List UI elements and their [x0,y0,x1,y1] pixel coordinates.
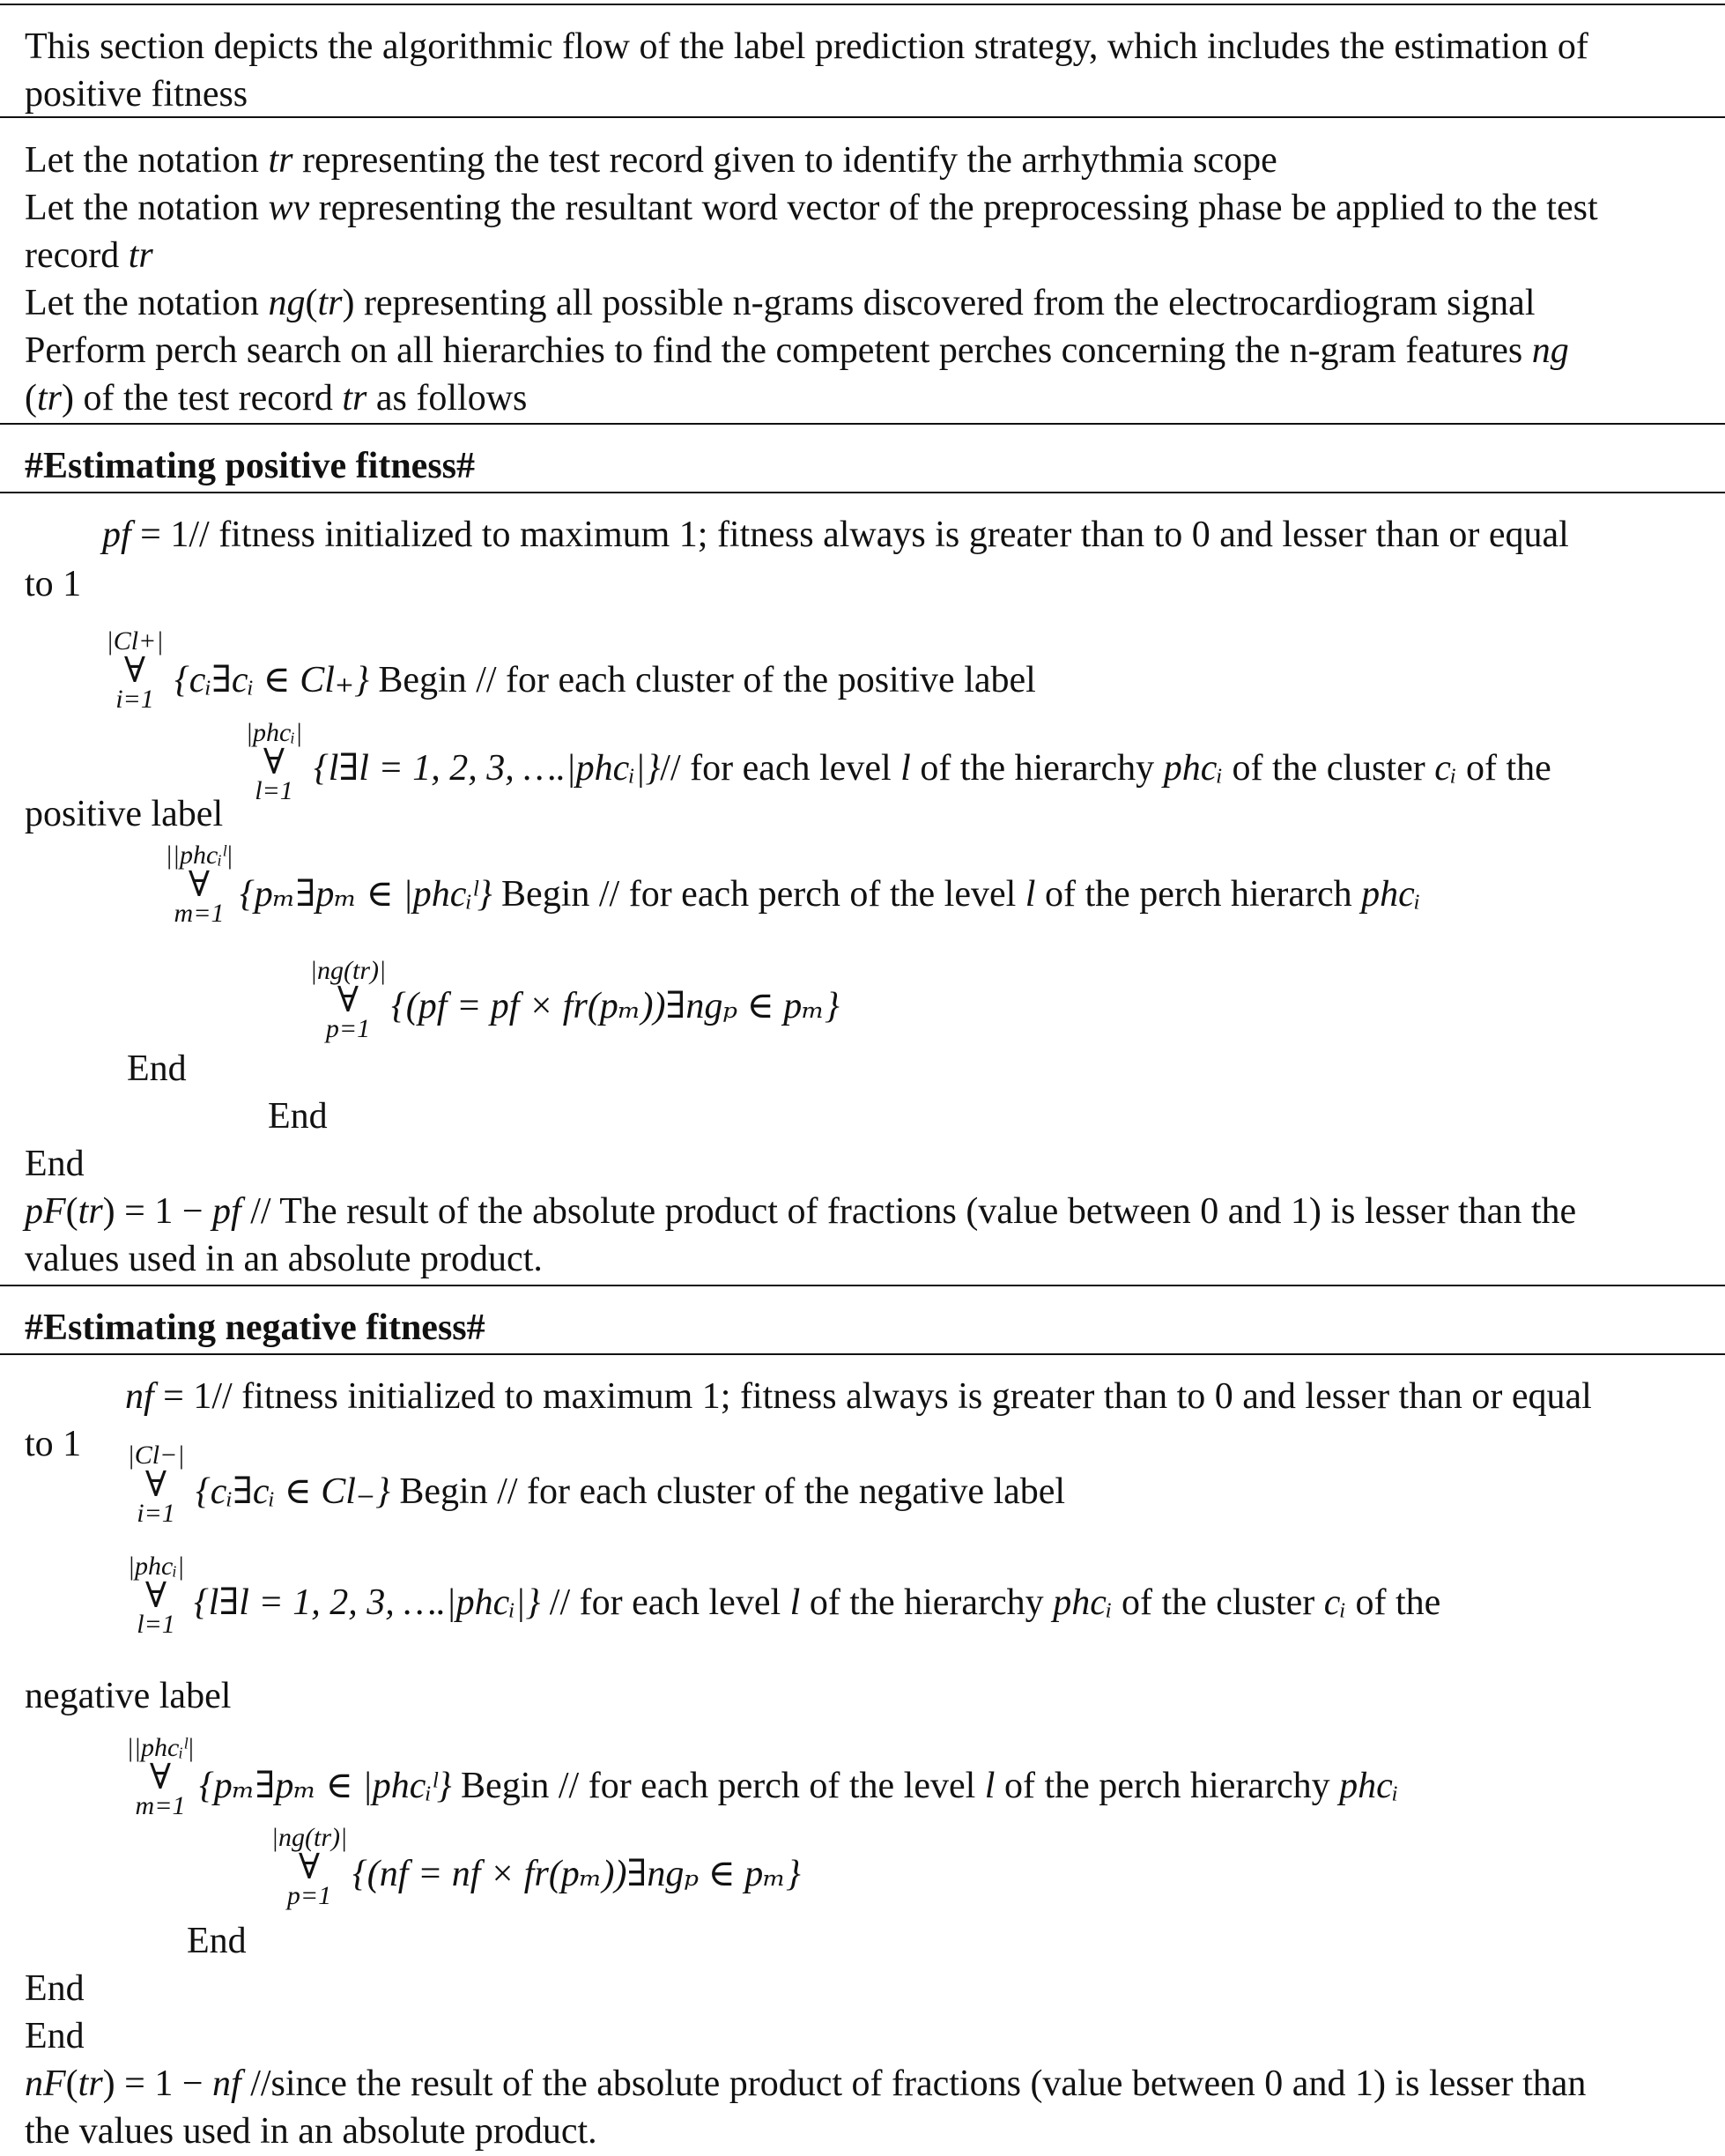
negative-q3-quantifier: ||phcᵢˡ| ∀ m=1 [126,1733,195,1820]
negative-q1-line: {cᵢ∃cᵢ ∈ Cl₋} Begin // for each cluster of the negative label [196,1471,1066,1512]
positive-end-1: End [127,1048,187,1089]
negative-q2-quantifier: |phcᵢ| ∀ l=1 [127,1552,185,1639]
positive-q1-line: {cᵢ∃cᵢ ∈ Cl₊} Begin // for each cluster of the positive label [174,660,1036,700]
positive-q3-line: {pₘ∃pₘ ∈ |phcᵢˡ} Begin // for each perch of the level l of the perch hierarch phcᵢ [240,874,1421,915]
negative-result-cont: the values used in an absolute product. [25,2111,597,2152]
negative-q3-line: {pₘ∃pₘ ∈ |phcᵢˡ} Begin // for each perch of the level l of the perch hierarchy phcᵢ [199,1766,1399,1806]
negative-end-3: End [25,2016,85,2056]
negative-heading: #Estimating negative fitness# [25,1308,485,1348]
negative-q4-quantifier: |ng(tr)| ∀ p=1 [270,1823,348,1910]
positive-q4-line: {(pf = pf × fr(pₘ))∃ngₚ ∈ pₘ} [391,986,840,1026]
negative-init-cont: to 1 [25,1424,82,1464]
positive-end-3: End [25,1144,85,1184]
negative-q4-line: {(nf = nf × fr(pₘ))∃ngₚ ∈ pₘ} [352,1854,801,1894]
positive-heading: #Estimating positive fitness# [25,446,476,486]
positive-result-line: pF(tr) = 1 − pf // The result of the absolute product of fractions (value between 0 and 1) is lesser than the [25,1191,1577,1232]
positive-init-cont: to 1 [25,564,82,604]
setup-line-4: Let the notation ng(tr) representing all possible n-grams discovered from the electrocardiogram signal [25,283,1536,323]
negative-heading-rule [0,1353,1725,1355]
negative-q2-line: {l∃l = 1, 2, 3, ….|phcᵢ|} // for each level l of the hierarchy phcᵢ of the cluster cᵢ of the [194,1582,1441,1623]
positive-end-2: End [268,1096,328,1137]
positive-q1-quantifier: |Cl+| ∀ i=1 [106,626,164,714]
negative-q2-cont: negative label [25,1676,232,1716]
setup-line-3: record tr [25,235,153,276]
negative-result-line: nF(tr) = 1 − nf //since the result of the absolute product of fractions (value between 0 and 1) is lesser than [25,2063,1587,2104]
positive-result-cont: values used in an absolute product. [25,1239,543,1279]
positive-section-rule [0,1285,1725,1286]
positive-q3-quantifier: ||phcᵢˡ| ∀ m=1 [165,841,233,928]
setup-rule [0,423,1725,425]
setup-line-1: Let the notation tr representing the test record given to identify the arrhythmia scope [25,140,1277,181]
intro-rule [0,116,1725,118]
setup-line-5: Perform perch search on all hierarchies to find the competent perches concerning the n-gram features ng [25,330,1569,371]
top-rule [0,4,1725,5]
intro-line-2: positive fitness [25,74,248,115]
setup-line-6: (tr) of the test record tr as follows [25,378,528,419]
negative-init-line: nf = 1// fitness initialized to maximum 1; fitness always is greater than to 0 and lesser than or equal [125,1376,1592,1417]
intro-line-1: This section depicts the algorithmic flow of the label prediction strategy, which includes the estimation of [25,26,1588,67]
positive-q4-quantifier: |ng(tr)| ∀ p=1 [309,956,387,1043]
negative-q1-quantifier: |Cl−| ∀ i=1 [127,1441,185,1528]
positive-q2-line: {l∃l = 1, 2, 3, ….|phcᵢ|}// for each level l of the hierarchy phcᵢ of the cluster cᵢ of the [314,748,1551,789]
negative-end-2: End [25,1968,85,2009]
positive-init-line: pf = 1// fitness initialized to maximum 1; fitness always is greater than to 0 and lesser than or equal [102,515,1569,555]
positive-q2-cont: positive label [25,794,224,834]
positive-heading-rule [0,492,1725,493]
negative-end-1: End [187,1921,247,1961]
positive-q2-quantifier: |phcᵢ| ∀ l=1 [245,718,303,805]
setup-line-2: Let the notation wv representing the resultant word vector of the preprocessing phase be applied to the test [25,188,1598,228]
